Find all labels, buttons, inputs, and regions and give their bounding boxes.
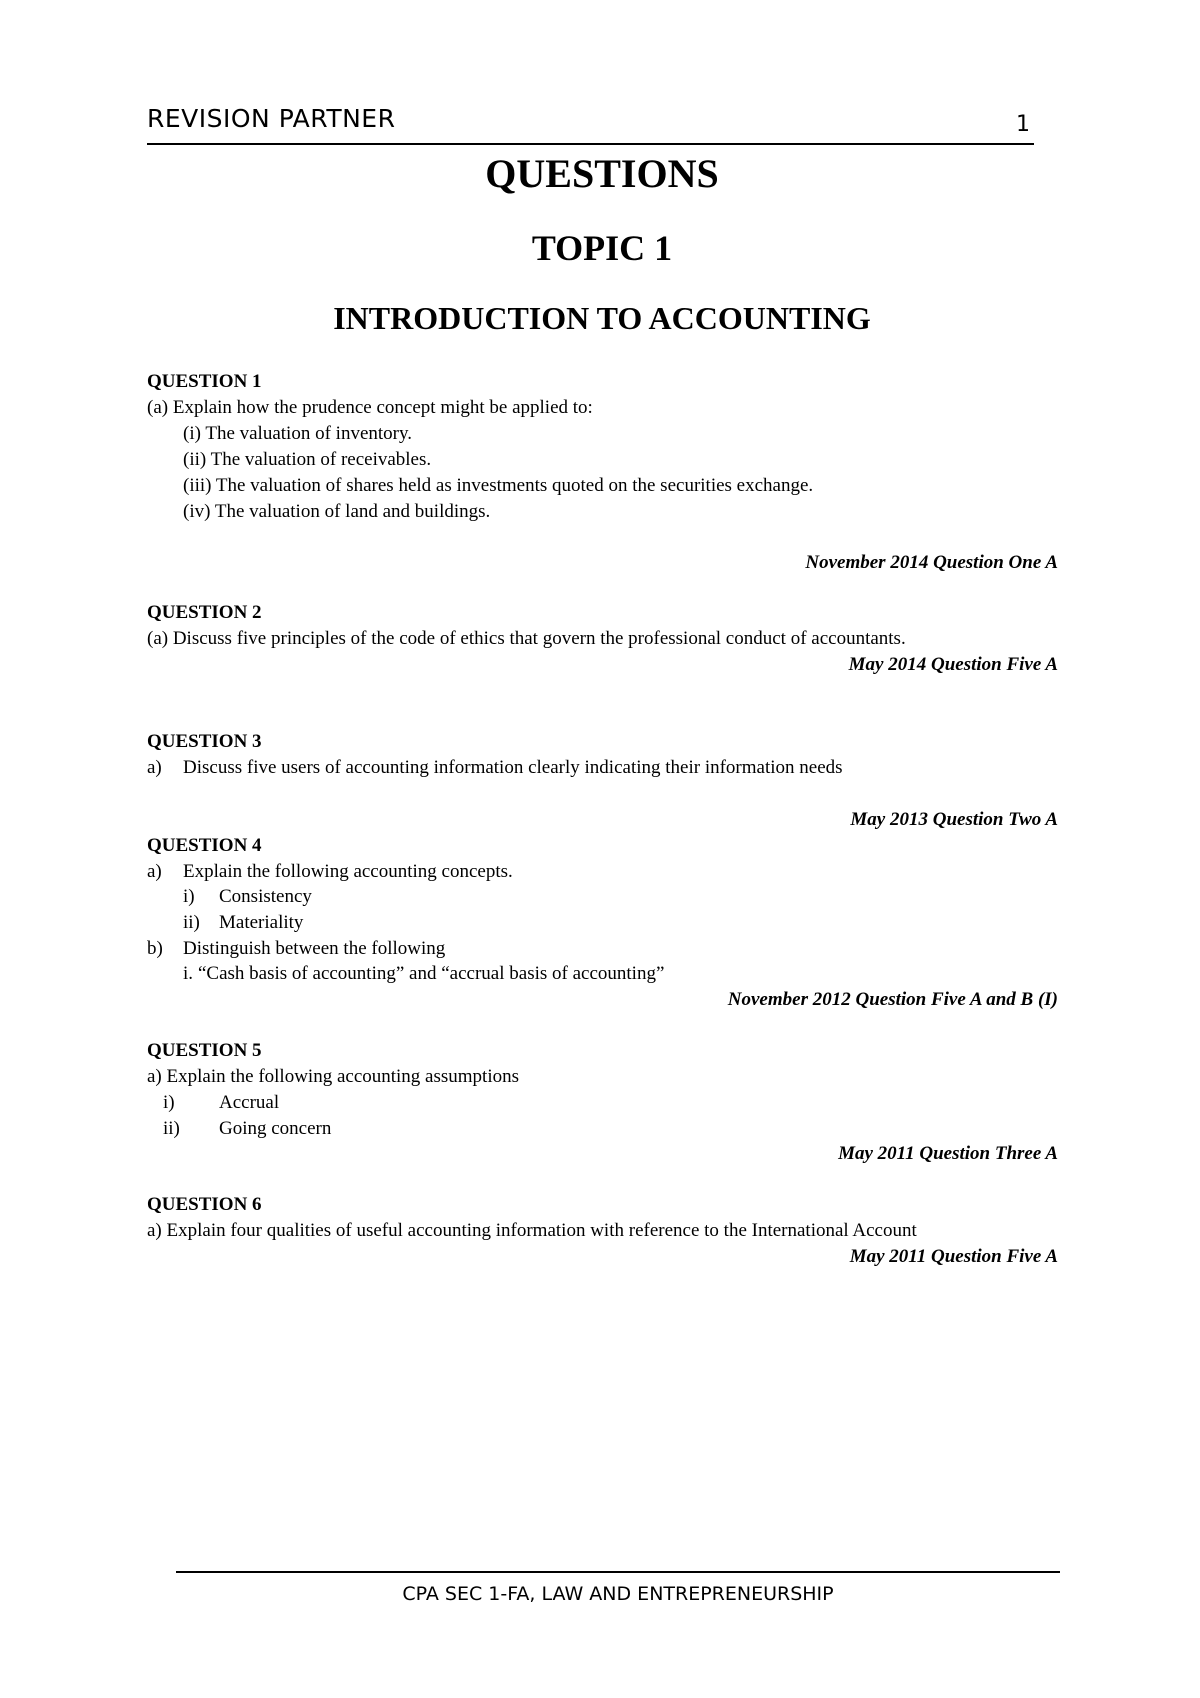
question-6-heading: QUESTION 6 <box>147 1194 262 1215</box>
question-5-marker: ii) <box>163 1118 180 1139</box>
question-2-line: (a) Discuss five principles of the code of ethics that govern the professional conduct of accountants. <box>147 628 906 649</box>
footer-rule <box>176 1571 1060 1573</box>
running-header-title: REVISION PARTNER <box>147 104 396 133</box>
subject-title: INTRODUCTION TO ACCOUNTING <box>333 300 871 336</box>
question-3-heading: QUESTION 3 <box>147 731 262 752</box>
question-1-heading: QUESTION 1 <box>147 371 262 392</box>
question-3-marker: a) <box>147 757 162 778</box>
question-5-line: Going concern <box>219 1118 332 1139</box>
topic-title: TOPIC 1 <box>531 228 673 268</box>
question-4-marker: b) <box>147 938 163 959</box>
question-1-line: (iii) The valuation of shares held as investments quoted on the securities exchange. <box>183 475 814 496</box>
question-5-marker: i) <box>163 1092 175 1113</box>
question-4-line: Distinguish between the following <box>183 938 446 959</box>
question-1-line: (a) Explain how the prudence concept might be applied to: <box>147 397 593 418</box>
question-5-heading: QUESTION 5 <box>147 1040 262 1061</box>
question-4-line: Consistency <box>219 886 312 907</box>
question-1-line: (iv) The valuation of land and buildings. <box>183 501 491 522</box>
question-4-marker: i. <box>183 963 194 984</box>
question-4-marker: ii) <box>183 912 200 933</box>
question-6-line: a) Explain four qualities of useful accounting information with reference to the International Account <box>147 1220 917 1241</box>
question-4-line: Materiality <box>219 912 304 933</box>
question-1-line: (ii) The valuation of receivables. <box>183 449 432 470</box>
question-3-line: Discuss five users of accounting information clearly indicating their information needs <box>183 757 843 778</box>
question-1-source: November 2014 Question One A <box>805 552 1058 573</box>
page-title: QUESTIONS <box>485 151 719 196</box>
header-rule <box>147 143 1034 145</box>
question-4-line: Explain the following accounting concepts. <box>183 861 513 882</box>
footer-text: CPA SEC 1-FA, LAW AND ENTREPRENEURSHIP <box>402 1583 834 1605</box>
question-4-marker: a) <box>147 861 162 882</box>
question-5-line: a) Explain the following accounting assumptions <box>147 1066 520 1087</box>
question-2-source: May 2014 Question Five A <box>848 654 1058 675</box>
question-1-line: (i) The valuation of inventory. <box>183 423 412 444</box>
question-4-line: “Cash basis of accounting” and “accrual basis of accounting” <box>198 963 665 984</box>
question-4-marker: i) <box>183 886 195 907</box>
question-3-source: May 2013 Question Two A <box>850 809 1058 830</box>
page-number: 1 <box>1016 112 1030 137</box>
question-4-heading: QUESTION 4 <box>147 835 262 856</box>
question-6-source: May 2011 Question Five A <box>849 1246 1058 1267</box>
question-4-source: November 2012 Question Five A and B (I) <box>727 989 1058 1010</box>
question-5-source: May 2011 Question Three A <box>838 1143 1058 1164</box>
question-5-line: Accrual <box>219 1092 280 1113</box>
question-2-heading: QUESTION 2 <box>147 602 262 623</box>
